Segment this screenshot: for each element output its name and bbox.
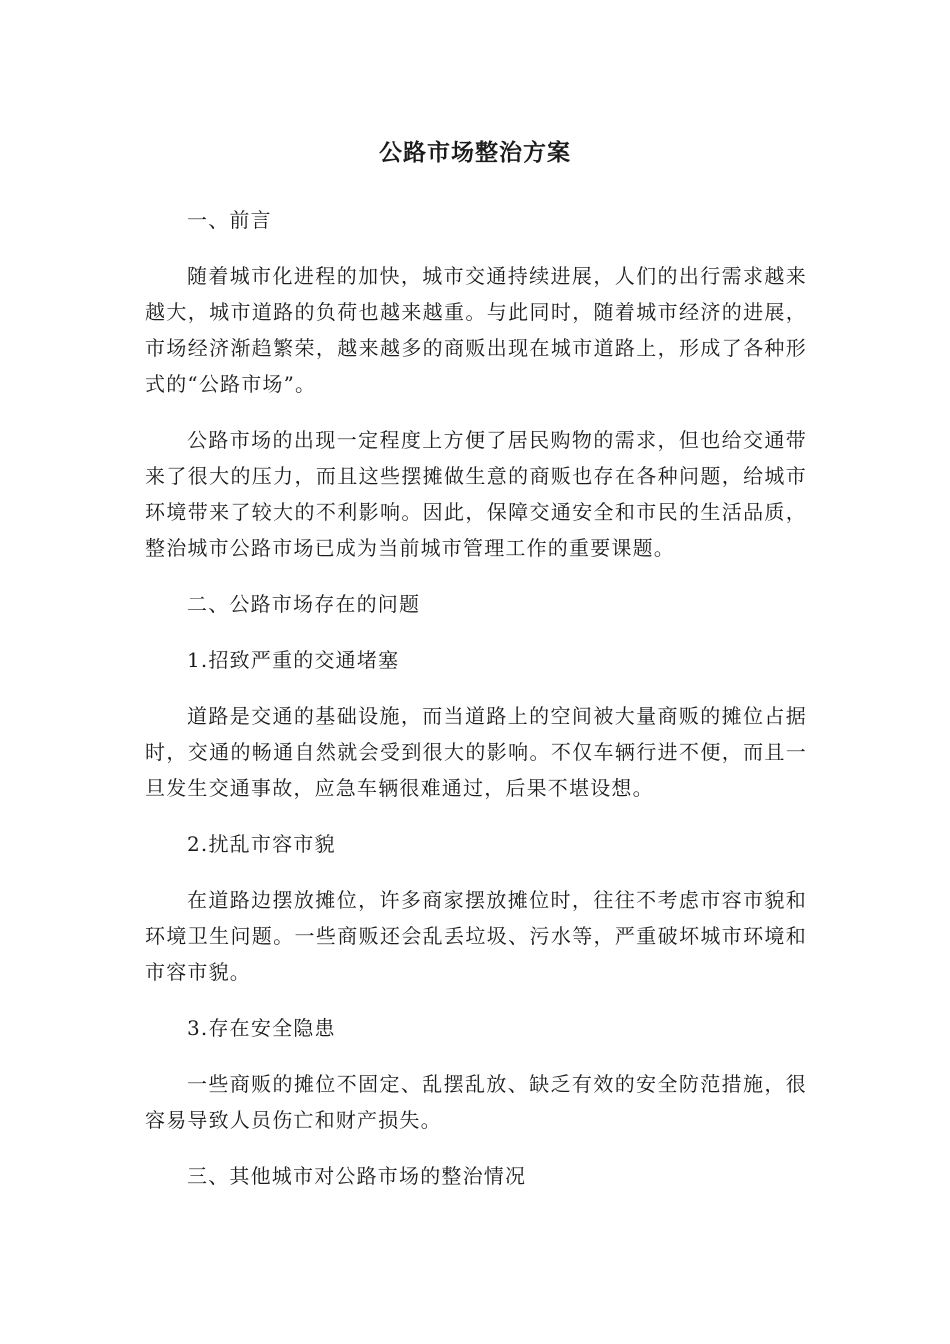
section-heading-problems: 二、公路市场存在的问题 — [187, 592, 421, 616]
paragraph: 随着城市化进程的加快，城市交通持续进展，人们的出行需求越来越大，城市道路的负荷也越来越重。与此同时，随着城市经济的进展，市场经济渐趋繁荣，越来越多的商贩出现在城市道路上，形成了各种形式的“公路市场”。 — [145, 264, 807, 396]
section-heading-other-cities: 三、其他城市对公路市场的整治情况 — [187, 1164, 527, 1188]
subheading-traffic-jam: 1.招致严重的交通堵塞 — [187, 648, 400, 672]
document-body — [145, 202, 807, 1214]
document-title: 公路市场整治方案 — [379, 140, 571, 166]
paragraph: 在道路边摆放摊位，许多商家摆放摊位时，往往不考虑市容市貌和环境卫生问题。一些商贩还会乱丢垃圾、污水等，严重破坏城市环境和市容市貌。 — [145, 888, 807, 984]
paragraph: 道路是交通的基础设施，而当道路上的空间被大量商贩的摊位占据时，交通的畅通自然就会受到很大的影响。不仅车辆行进不便，而且一旦发生交通事故，应急车辆很难通过，后果不堪设想。 — [145, 704, 807, 800]
paragraph: 公路市场的出现一定程度上方便了居民购物的需求，但也给交通带来了很大的压力，而且这些摆摊做生意的商贩也存在各种问题，给城市环境带来了较大的不利影响。因此，保障交通安全和市民的生活品质，整治城市公路市场已成为当前城市管理工作的重要课题。 — [145, 428, 807, 560]
paragraph: 一些商贩的摊位不固定、乱摆乱放、缺乏有效的安全防范措施，很容易导致人员伤亡和财产损失。 — [145, 1072, 807, 1132]
subheading-safety-hazards: 3.存在安全隐患 — [187, 1016, 336, 1040]
section-heading-preface: 一、前言 — [187, 208, 272, 232]
subheading-city-appearance: 2.扰乱市容市貌 — [187, 832, 336, 856]
